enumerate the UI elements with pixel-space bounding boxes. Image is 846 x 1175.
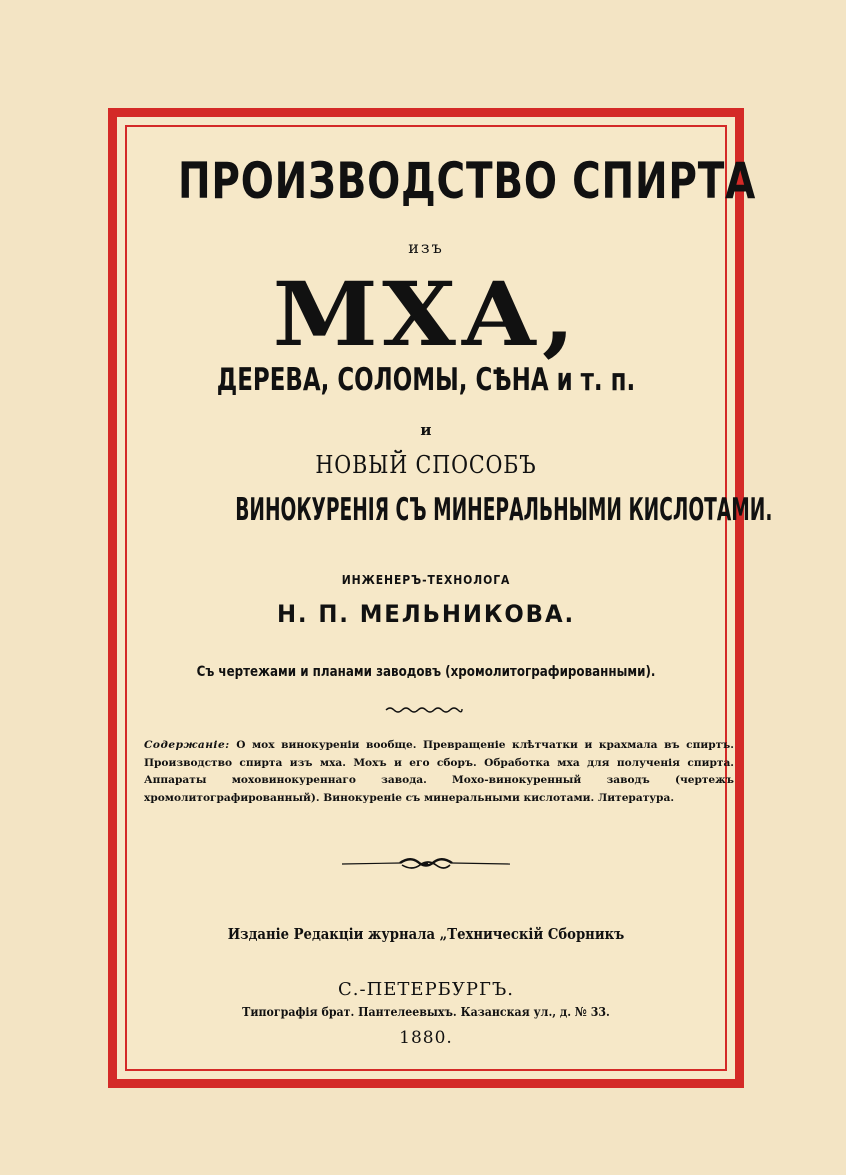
publisher-line: Изданіе Редакціи журнала „Техническій Сборникъ <box>227 925 625 943</box>
title-line-production-of-spirit: ПРОИЗВОДСТВО СПИРТА <box>177 152 757 210</box>
author-role: ИНЖЕНЕРЪ-ТЕХНОЛОГА <box>341 573 511 587</box>
subtitle-distillation-with-acids: ВИНОКУРЕНІЯ СЪ МИНЕРАЛЬНЫМИ КИСЛОТАМИ. <box>235 492 773 528</box>
printer-imprint: Типографія брат. Пантелеевыхъ. Казанская ул., д. № 33. <box>242 1004 610 1019</box>
small-wave-ornament-icon <box>384 702 464 716</box>
contents-text: О мох винокуреніи вообще. Превращеніе клѣтчатки и крахмала въ спиртъ. Производство спирта изъ мха. Мохъ и его сборъ. Обработка мха для полученія спирта. Аппараты моховинокуреннаго завода. Мохо-винокуренный заводъ (чертежъ хромолитографированный). Винокуреніе съ минеральными кислотами. Литература. <box>144 739 734 804</box>
title-preposition-from: изъ <box>408 238 444 257</box>
city: С.-ПЕТЕРБУРГЪ. <box>338 979 514 1000</box>
publication-year: 1880. <box>399 1028 453 1048</box>
author-name: Н. П. МЕЛЬНИКОВА. <box>276 600 576 628</box>
title-materials-list: ДЕРЕВА, СОЛОМЫ, СѢНА и т. п. <box>216 362 636 398</box>
subtitle-new-method: НОВЫЙ СПОСОБЪ <box>315 451 537 479</box>
table-of-contents <box>144 737 734 807</box>
title-conjunction: и <box>420 421 432 439</box>
decorative-rule-ornament-icon <box>340 853 512 875</box>
illustrations-note: Съ чертежами и планами заводовъ (хромолитографированными). <box>196 664 656 680</box>
contents-label: Содержаніе: <box>144 739 230 751</box>
title-moss: МХА, <box>272 262 580 366</box>
